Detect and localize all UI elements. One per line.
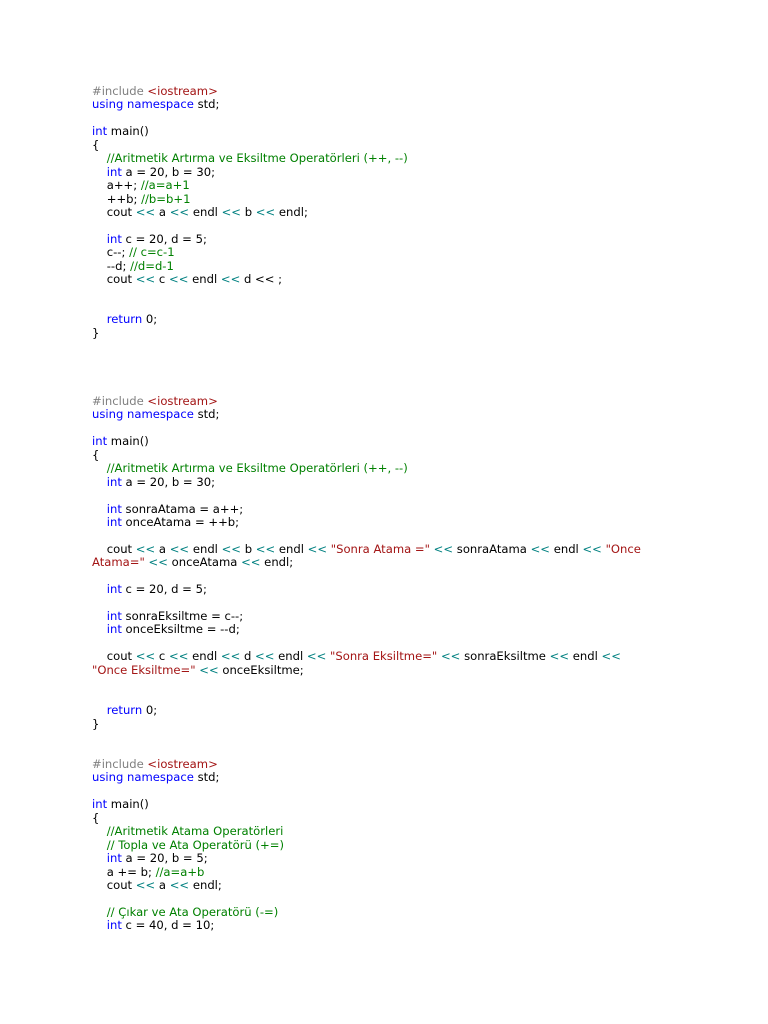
code-token: c = 20, d = 5; [121,582,207,597]
keyword-token: return [106,312,143,327]
code-line [92,718,692,731]
code-token [92,151,107,165]
operator-token: << [168,272,189,287]
keyword-token: return [106,703,143,718]
operator-token: << [241,555,261,570]
code-token: c = 40, d = 10; [121,918,215,933]
operator-token: << [168,649,189,664]
code-line [92,664,692,677]
code-line [92,193,692,206]
code-line [92,543,692,556]
code-token: d << ; [240,272,283,287]
code-token: onceAtama = ++b; [121,514,240,529]
keyword-token: namespace [127,97,194,112]
code-line [92,866,692,879]
keyword-token: using [92,770,124,785]
keyword-token: int [106,609,122,623]
preprocessor-token: #include [92,757,148,771]
keyword-token: int [106,164,122,179]
code-line [92,812,692,825]
code-block-3 [92,758,692,933]
code-line [92,892,692,905]
code-token: main() [107,797,149,812]
code-token: a [155,541,170,556]
code-token: cout [92,649,136,664]
code-line [92,206,692,219]
string-token: <iostream> [147,394,218,408]
code-line [92,825,692,838]
code-token: a [155,204,170,219]
operator-token: << [135,204,156,219]
code-token [92,905,107,919]
keyword-token: int [92,797,108,812]
code-token: endl [188,649,221,664]
code-token: sonraEksiltme = c--; [121,609,244,623]
code-line [92,152,692,165]
code-token [92,312,107,326]
code-token [92,461,107,475]
keyword-token: int [106,851,122,866]
code-token [92,609,107,623]
code-line [92,327,692,340]
code-line [92,503,692,516]
operator-token: << [530,541,551,556]
operator-token: << [135,877,156,892]
code-token: endl [550,541,583,556]
code-token [92,703,107,717]
keyword-token: using [92,407,124,422]
code-line [92,529,692,542]
code-token: main() [107,124,149,139]
code-line [92,166,692,179]
code-token: endl [189,541,222,556]
operator-token: << [135,649,156,664]
code-token: { [92,447,100,462]
code-line [92,583,692,596]
comment-token: //Aritmetik Artırma ve Eksiltme Operatörleri (++, --) [106,461,408,476]
code-line [92,839,692,852]
code-line [92,449,692,462]
code-line [92,556,692,569]
code-token: 0; [142,703,158,718]
string-token: Atama=" [92,555,145,570]
keyword-token: int [106,582,122,597]
code-line [92,395,692,408]
code-token: endl [274,649,307,664]
code-line [92,570,692,583]
operator-token: << [433,541,454,556]
code-line [92,313,692,326]
string-token: <iostream> [147,757,218,771]
code-token: sonraAtama [453,541,531,556]
code-line [92,260,692,273]
code-line [92,623,692,636]
code-line [92,98,692,111]
code-token: c [155,272,169,287]
preprocessor-token: #include [92,84,148,98]
operator-token: << [220,272,241,287]
operator-token: << [440,649,461,664]
operator-token: << [306,649,327,664]
code-line [92,462,692,475]
code-token: std; [193,770,220,785]
code-line [92,273,692,286]
code-token [92,515,107,529]
code-line [92,516,692,529]
operator-token: << [255,541,276,556]
code-token: { [92,137,100,152]
code-token [92,502,107,516]
code-line [92,246,692,259]
code-token: cout [92,204,136,219]
code-token [92,232,107,246]
operator-token: << [255,649,275,664]
code-token: std; [193,407,220,422]
operator-token: << [601,649,621,664]
code-line [92,179,692,192]
code-line [92,785,692,798]
operator-token: << [148,555,168,570]
code-token: a [155,877,170,892]
operator-token: << [220,649,241,664]
code-token: cout [92,541,136,556]
code-line [92,476,692,489]
code-line [92,919,692,932]
comment-token: //b=b+1 [141,191,191,206]
code-token: endl [188,272,221,287]
code-line [92,879,692,892]
code-token: } [92,325,100,340]
code-token: c [155,649,169,664]
code-line [92,435,692,448]
keyword-token: using [92,97,124,112]
code-token [92,918,107,932]
code-token [92,824,107,838]
code-token: 0; [142,312,158,327]
string-token: "Sonra Eksiltme=" [330,649,438,664]
operator-token: << [169,541,190,556]
code-line [92,300,692,313]
keyword-token: int [106,474,122,489]
code-line [92,704,692,717]
code-token [92,851,107,865]
comment-token: //d=d-1 [130,258,174,273]
code-line [92,906,692,919]
operator-token: << [221,204,242,219]
code-line [92,408,692,421]
code-token: onceEksiltme; [218,662,304,677]
code-line [92,798,692,811]
code-token: endl; [275,204,308,219]
code-line [92,85,692,98]
comment-token: // c=c-1 [129,245,175,260]
code-token: --d; [92,258,131,273]
code-token: sonraAtama = a++; [121,501,244,516]
code-token: cout [92,272,136,287]
code-token: endl [569,649,602,664]
code-token: std; [193,97,220,112]
operator-token: << [199,662,219,677]
comment-token: // Çıkar ve Ata Operatörü (-=) [106,904,279,919]
code-line [92,422,692,435]
code-token: onceAtama [167,555,242,570]
keyword-token: int [92,124,108,139]
code-token: { [92,810,100,825]
comment-token: //Aritmetik Artırma ve Eksiltme Operatörleri (++, --) [106,151,408,166]
code-line [92,691,692,704]
code-line [92,139,692,152]
preprocessor-token: #include [92,394,148,408]
code-token: a = 20, b = 30; [121,474,215,489]
code-token: } [92,716,100,731]
code-line [92,489,692,502]
comment-token: //a=a+1 [140,178,190,193]
operator-token: << [135,541,156,556]
code-token: a = 20, b = 30; [121,164,215,179]
operator-token: << [169,877,190,892]
code-line [92,233,692,246]
code-token: onceEksiltme = --d; [121,622,240,637]
operator-token: << [169,204,190,219]
code-token: b [241,541,256,556]
operator-token: << [221,541,242,556]
code-line [92,597,692,610]
code-line [92,112,692,125]
code-line [92,219,692,232]
string-token: "Sonra Atama =" [330,541,430,556]
operator-token: << [549,649,570,664]
code-token: c--; [92,245,130,260]
code-token [92,582,107,596]
keyword-token: int [106,918,122,933]
string-token: "Once [605,541,641,556]
code-token: a = 20, b = 5; [121,851,208,866]
code-line [92,125,692,138]
comment-token: //Aritmetik Atama Operatörleri [106,824,284,839]
code-line [92,677,692,690]
code-token: endl [189,204,222,219]
code-token: b [241,204,256,219]
code-block-1 [92,85,692,340]
code-line [92,852,692,865]
keyword-token: int [92,434,108,449]
keyword-token: int [106,501,122,516]
code-token: sonraEksiltme [460,649,550,664]
operator-token: << [582,541,602,556]
code-line [92,637,692,650]
code-token [92,622,107,636]
code-token: ++b; [92,191,142,206]
code-line [92,610,692,623]
code-token: endl; [260,555,294,570]
code-token [92,838,107,852]
code-token: endl [275,541,308,556]
code-line [92,287,692,300]
code-token: main() [107,434,149,449]
code-token: a += b; [92,864,156,879]
operator-token: << [135,272,156,287]
code-line [92,771,692,784]
keyword-token: namespace [127,770,194,785]
comment-token: // Topla ve Ata Operatörü (+=) [106,837,284,852]
code-token [92,165,107,179]
code-line [92,650,692,663]
code-line [92,758,692,771]
operator-token: << [255,204,276,219]
code-block-2 [92,395,692,731]
code-token [92,475,107,489]
keyword-token: int [106,514,122,529]
keyword-token: int [106,231,122,246]
code-token: a++; [92,178,141,193]
code-token: d [240,649,256,664]
code-token: c = 20, d = 5; [121,231,207,246]
keyword-token: namespace [127,407,194,422]
code-token: endl; [189,877,222,892]
keyword-token: int [106,622,122,637]
code-token: cout [92,877,136,892]
comment-token: //a=a+b [155,864,205,879]
operator-token: << [307,541,328,556]
string-token: <iostream> [147,84,218,98]
string-token: "Once Eksiltme=" [92,662,196,677]
